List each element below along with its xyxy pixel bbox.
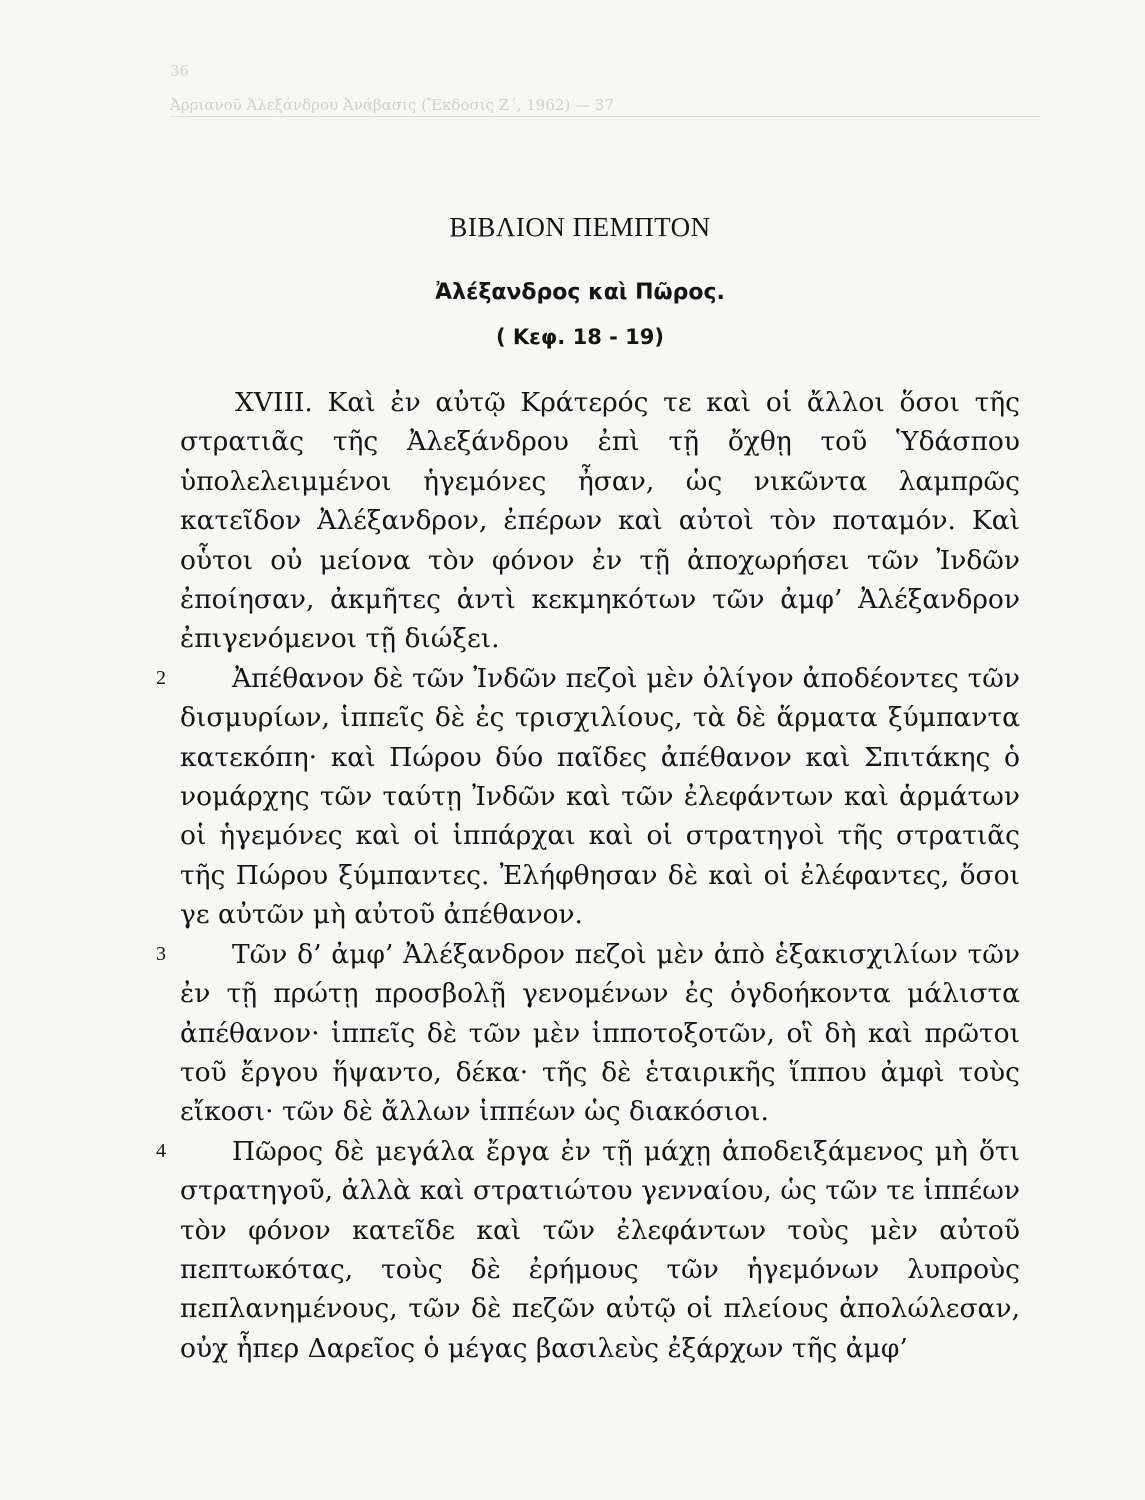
show-through-rule (170, 116, 1040, 117)
section-number: 2 (156, 666, 166, 689)
section-title: Ἀλέξανδρος καὶ Πῶρος. (435, 280, 725, 305)
paragraph-text: Πῶρος δὲ μεγάλα ἔργα ἐν τῇ μάχῃ ἀποδειξάμενος μὴ ὅτι στρατηγοῦ, ἀλλὰ καὶ στρατιώτου γενναίου, ὡς τῶν τε ἱππέων τὸν φόνον κατεῖδε καὶ τῶν ἐλεφάντων τοὺς μὲν αὐτοῦ πεπτωκότας, τοὺς δὲ ἐρήμους τῶν ἡγεμόνων λυπροὺς πεπλανημένους, τῶν δὲ πεζῶν αὐτῷ οἱ πλείους ἀπολώλεσαν, οὐχ ἧπερ Δαρεῖος ὁ μέγας βασιλεὺς ἐξάρχων τῆς ἀμφ’ (180, 1135, 1020, 1364)
chapter-reference: ( Κεφ. 18 - 19) (496, 325, 664, 349)
show-through-running-head: Ἀρριανοῦ Ἀλεξάνδρου Ἀνάβασις (Ἔκδοσις Ζ΄, 1962) — 37 (170, 96, 614, 114)
paragraph-text: Ἀπέθανον δὲ τῶν Ἰνδῶν πεζοὶ μὲν ὀλίγον ἀποδέοντες τῶν δισμυρίων, ἱππεῖς δὲ ἐς τρισχιλίους, τὰ δὲ ἅρματα ξύμπαντα κατεκόπη· καὶ Πώρου δύο παῖδες ἀπέθανον καὶ Σπιτάκης ὁ νομάρχης τῶν ταύτῃ Ἰνδῶν καὶ τῶν ἐλεφάντων καὶ ἁρμάτων οἱ ἡγεμόνες καὶ οἱ ἱππάρχαι καὶ οἱ στρατηγοὶ τῆς στρατιᾶς τῆς Πώρου ξύμπαντες. Ἐλήφθησαν δὲ καὶ οἱ ἐλέφαντες, ὅσοι γε αὐτῶν μὴ αὐτοῦ ἀπέθανον. (180, 662, 1020, 931)
paragraph-text: Τῶν δ’ ἀμφ’ Ἀλέξανδρον πεζοὶ μὲν ἀπὸ ἑξακισχιλίων τῶν ἐν τῇ πρώτῃ προσβολῇ γενομένων ἐς ὀγδοήκοντα μάλιστα ἀπέθανον· ἱππεῖς δὲ τῶν μὲν ἱπποτοξοτῶν, οἳ δὴ καὶ πρῶτοι τοῦ ἔργου ἥψαντο, δέκα· τῆς δὲ ἑταιρικῆς ἵππου ἀμφὶ τοὺς εἴκοσι· τῶν δὲ ἄλλων ἱππέων ὡς διακόσιοι. (180, 938, 1020, 1128)
body-text (156, 383, 1020, 1368)
paragraph-1 (180, 383, 1020, 659)
paragraph-2 (156, 659, 1020, 935)
book-title: ΒΙΒΛΙΟΝ ΠΕΜΠΤΟΝ (449, 212, 711, 242)
show-through-page-number: 36 (170, 62, 190, 80)
paragraph-text: XVIII. Καὶ ἐν αὐτῷ Κράτερός τε καὶ οἱ ἄλλοι ὅσοι τῆς στρατιᾶς τῆς Ἀλεξάνδρου ἐπὶ τῇ ὄχθῃ τοῦ Ὑδάσπου ὑπολελειμμένοι ἡγεμόνες ἦσαν, ὡς νικῶντα λαμπρῶς κατεῖδον Ἀλέξανδρον, ἐπέρων καὶ αὐτοὶ τὸν ποταμόν. Καὶ οὗτοι οὐ μείονα τὸν φόνον ἐν τῇ ἀποχωρήσει τῶν Ἰνδῶν ἐποίησαν, ἀκμῆτες ἀντὶ κεκμηκότων τῶν ἀμφ’ Ἀλέξανδρον ἐπιγενόμενοι τῇ διώξει. (180, 387, 1020, 655)
paragraph-3 (156, 935, 1020, 1132)
section-number: 4 (156, 1139, 166, 1162)
section-number: 3 (156, 942, 166, 965)
paragraph-4 (156, 1132, 1020, 1368)
